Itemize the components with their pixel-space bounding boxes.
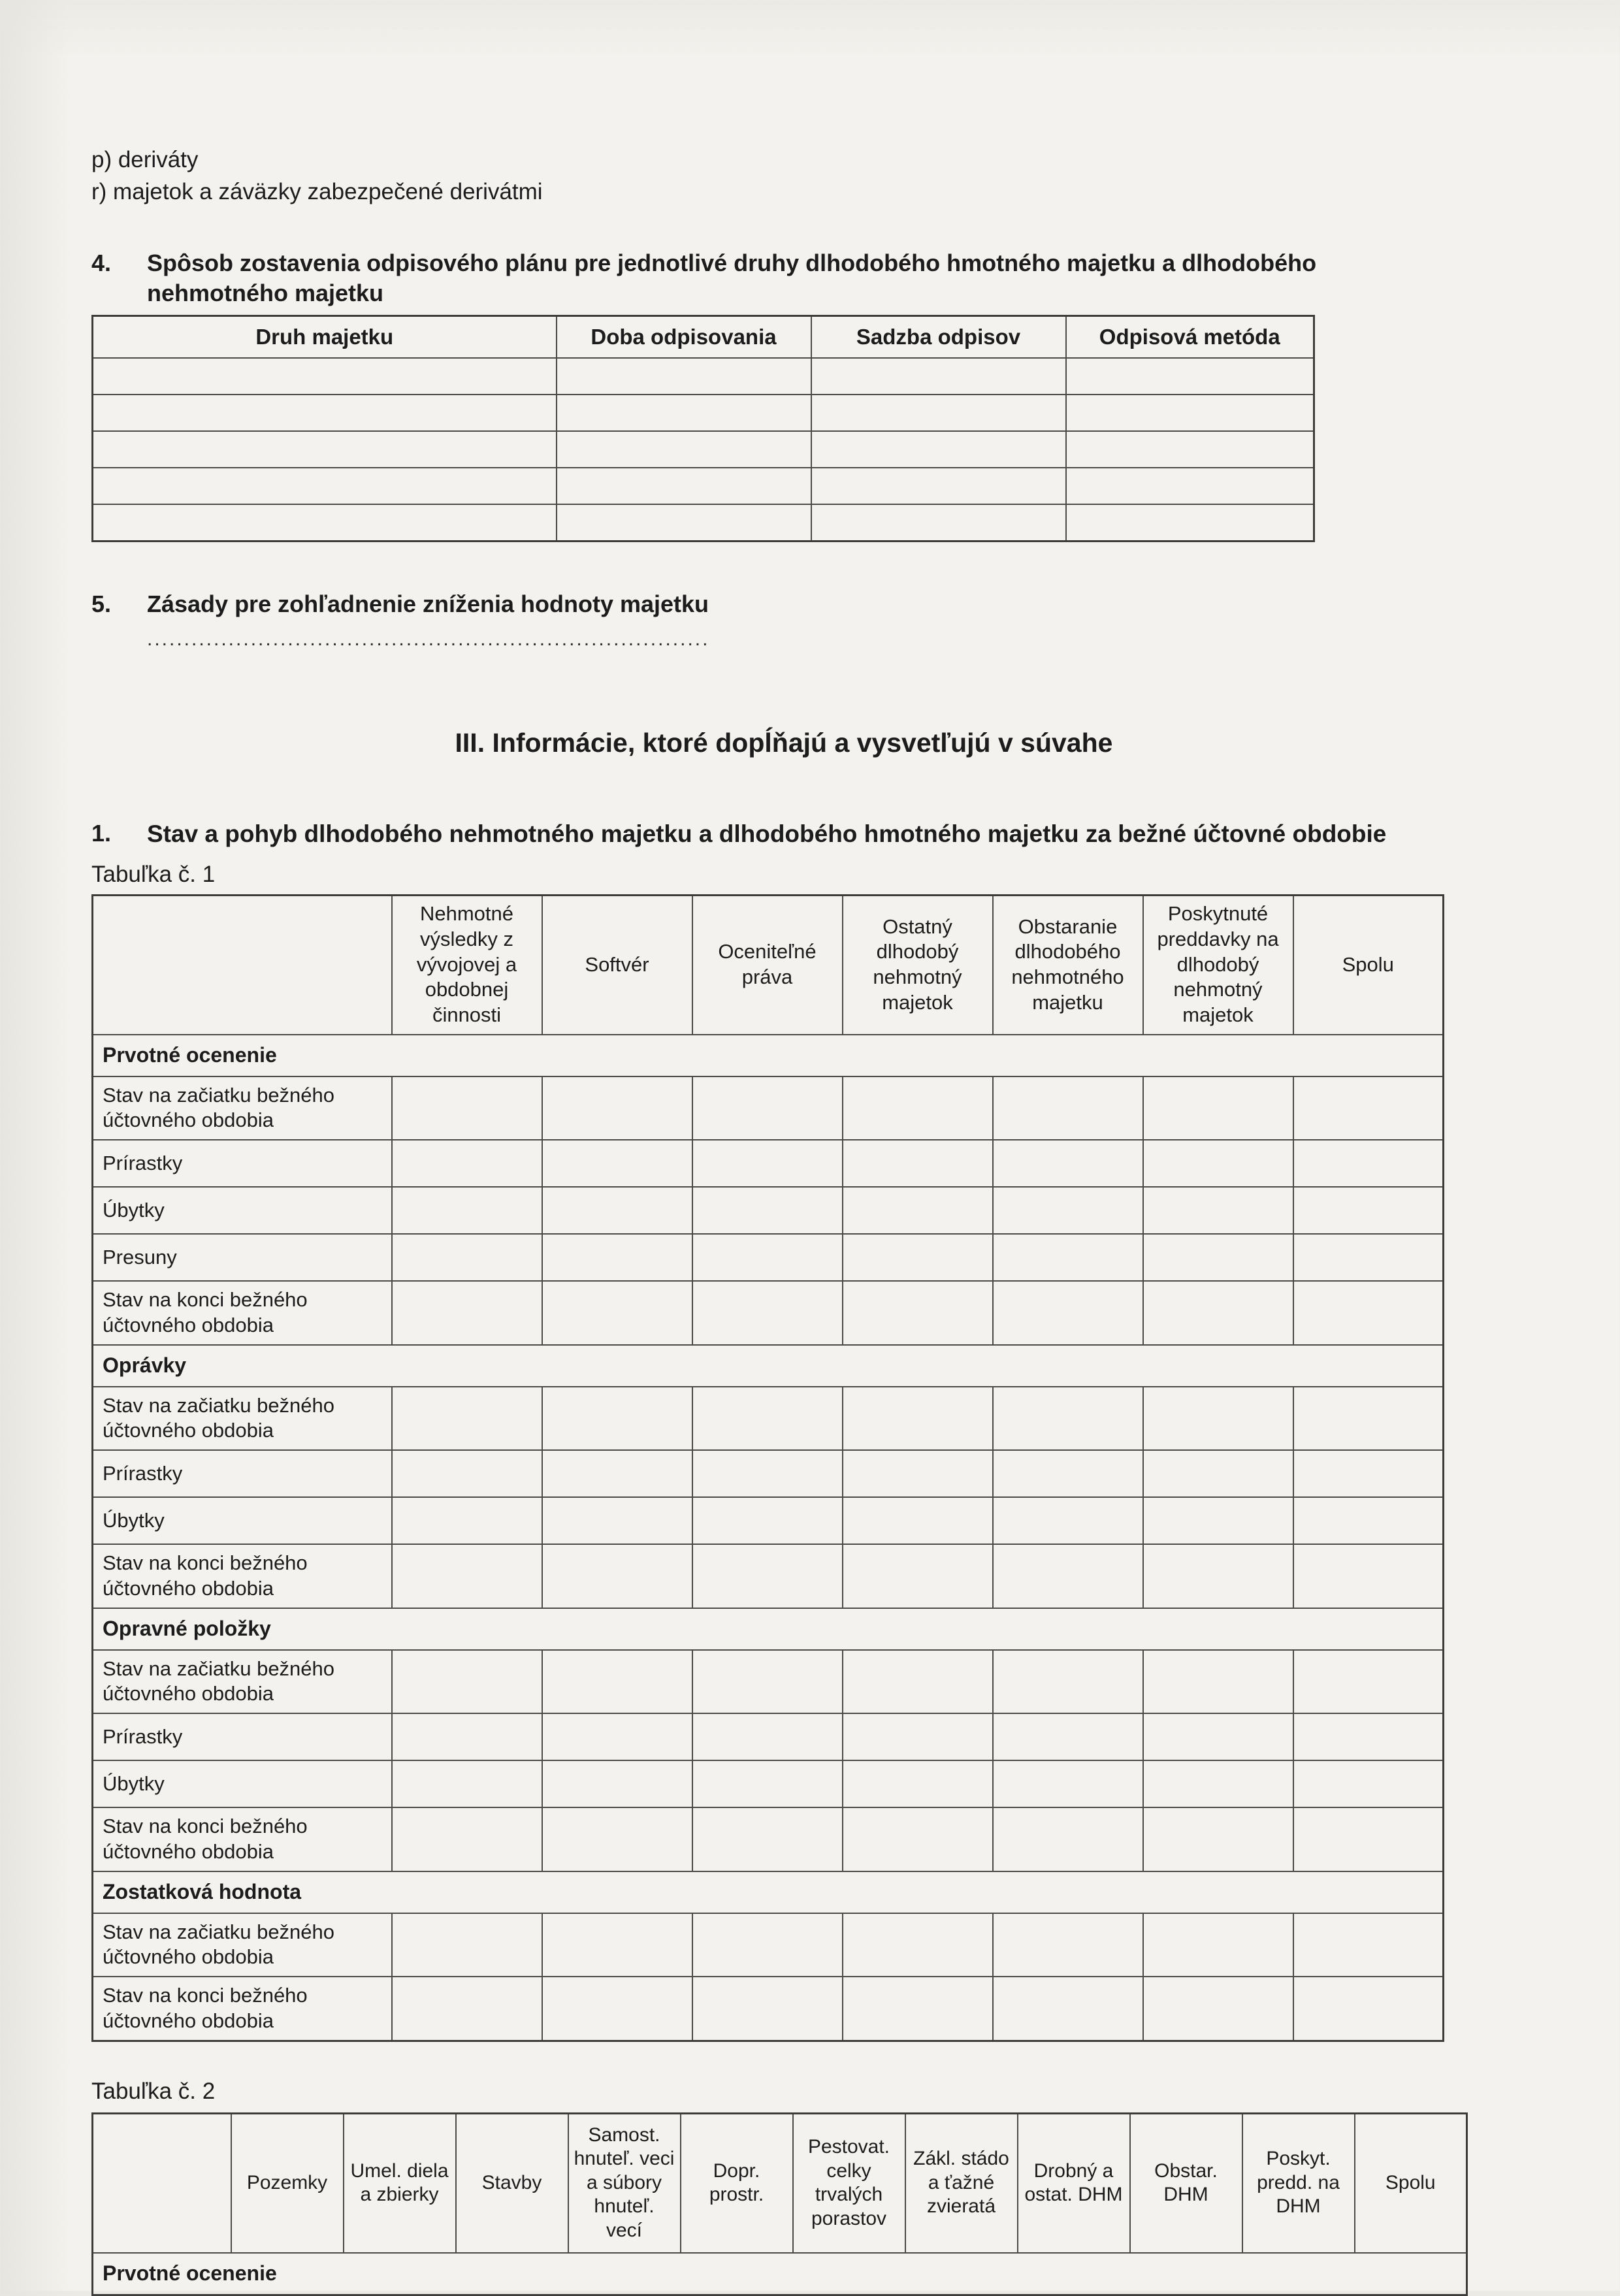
table-row — [93, 1807, 1444, 1871]
empty-cell — [1293, 1913, 1444, 1977]
empty-cell — [692, 1544, 843, 1608]
empty-cell — [392, 1650, 542, 1714]
empty-cell — [692, 1977, 843, 2041]
depreciation-plan-table — [91, 315, 1315, 542]
row-label: Presuny — [93, 1234, 392, 1281]
empty-cell — [843, 1497, 993, 1544]
column-header-samostatne-hnutelne-veci: Samost. hnuteľ. veci a súbory hnuteľ. vecí — [568, 2113, 681, 2253]
part-iii-heading: III. Informácie, ktoré dopĺňajú a vysvetľujú v súvahe — [455, 728, 1113, 758]
row-label: Stav na konci bežného účtovného obdobia — [93, 1977, 392, 2041]
empty-cell — [542, 1387, 692, 1451]
section-5-number: 5. — [91, 590, 112, 618]
empty-cell — [1293, 1760, 1444, 1807]
empty-cell — [392, 1977, 542, 2041]
empty-cell — [692, 1140, 843, 1187]
empty-cell — [843, 1234, 993, 1281]
column-header-obstaranie-dhm: Obstar. DHM — [1130, 2113, 1242, 2253]
empty-cell — [1143, 1187, 1293, 1234]
column-header-ocenitelne-prava: Oceniteľné práva — [692, 895, 843, 1035]
column-header-druh-majetku: Druh majetku — [93, 316, 557, 359]
empty-cell — [1066, 468, 1314, 504]
empty-cell — [1143, 1713, 1293, 1760]
empty-cell — [1293, 1497, 1444, 1544]
empty-cell — [1143, 1076, 1293, 1140]
empty-cell — [1066, 358, 1314, 395]
empty-cell — [542, 1913, 692, 1977]
row-label: Stav na konci bežného účtovného obdobia — [93, 1807, 392, 1871]
column-header-sadzba-odpisov: Sadzba odpisov — [811, 316, 1066, 359]
empty-cell — [392, 1807, 542, 1871]
empty-cell — [1143, 1650, 1293, 1714]
empty-cell — [692, 1281, 843, 1345]
row-label: Stav na začiatku bežného účtovného obdobia — [93, 1387, 392, 1451]
column-header-spolu: Spolu — [1355, 2113, 1467, 2253]
table-2-label: Tabuľka č. 2 — [91, 2078, 216, 2104]
intro-line-r: r) majetok a záväzky zabezpečené derivátmi — [91, 179, 543, 204]
table-row — [93, 1713, 1444, 1760]
empty-cell — [993, 1450, 1143, 1497]
table-row — [93, 1450, 1444, 1497]
empty-cell — [557, 504, 811, 542]
empty-cell — [843, 1760, 993, 1807]
table-row — [93, 1497, 1444, 1544]
table-row — [93, 1140, 1444, 1187]
empty-cell — [993, 1076, 1143, 1140]
empty-cell — [1293, 1140, 1444, 1187]
empty-cell — [542, 1281, 692, 1345]
empty-cell — [557, 395, 811, 431]
empty-cell — [993, 1497, 1143, 1544]
column-header-zakladne-stado: Zákl. stádo a ťažné zvieratá — [905, 2113, 1018, 2253]
empty-cell — [392, 1281, 542, 1345]
empty-cell — [1066, 395, 1314, 431]
column-header-umelecke-diela: Umel. diela a zbierky — [344, 2113, 456, 2253]
empty-cell — [993, 1544, 1143, 1608]
empty-cell — [692, 1713, 843, 1760]
empty-cell — [692, 1076, 843, 1140]
empty-cell — [542, 1497, 692, 1544]
empty-cell — [93, 431, 557, 468]
column-header-ostatny-dnm: Ostatný dlhodobý nehmotný majetok — [843, 895, 993, 1035]
empty-cell — [1143, 1497, 1293, 1544]
section-row — [93, 1035, 1444, 1076]
table-row — [93, 431, 1314, 468]
section-row-label: Prvotné ocenenie — [93, 2253, 1467, 2295]
empty-cell — [93, 358, 557, 395]
dotted-fill-line: ............................................................................ — [147, 628, 710, 651]
table-header-row — [93, 316, 1314, 359]
empty-cell — [557, 358, 811, 395]
table-row — [93, 358, 1314, 395]
empty-cell — [1293, 1281, 1444, 1345]
row-label: Stav na začiatku bežného účtovného obdobia — [93, 1650, 392, 1714]
form-content — [91, 144, 1476, 2296]
table-row — [93, 1281, 1444, 1345]
empty-cell — [1293, 1544, 1444, 1608]
empty-cell — [843, 1076, 993, 1140]
table-header-row — [93, 2113, 1467, 2253]
table-row — [93, 1760, 1444, 1807]
empty-cell — [993, 1187, 1143, 1234]
corner-cell — [93, 2113, 231, 2253]
empty-cell — [557, 468, 811, 504]
section-row-label: Zostatková hodnota — [93, 1871, 1444, 1913]
section-row — [93, 2253, 1467, 2295]
empty-cell — [93, 504, 557, 542]
empty-cell — [93, 468, 557, 504]
empty-cell — [843, 1913, 993, 1977]
table-row — [93, 504, 1314, 542]
column-header-poskytnute-preddavky: Poskytnuté preddavky na dlhodobý nehmotný majetok — [1143, 895, 1293, 1035]
column-header-spolu: Spolu — [1293, 895, 1444, 1035]
section-5-title: Zásady pre zohľadnenie zníženia hodnoty majetku — [147, 590, 709, 618]
row-label: Stav na konci bežného účtovného obdobia — [93, 1544, 392, 1608]
empty-cell — [542, 1807, 692, 1871]
empty-cell — [392, 1713, 542, 1760]
empty-cell — [542, 1544, 692, 1608]
table-row — [93, 1076, 1444, 1140]
empty-cell — [843, 1281, 993, 1345]
empty-cell — [843, 1807, 993, 1871]
empty-cell — [542, 1076, 692, 1140]
empty-cell — [692, 1497, 843, 1544]
empty-cell — [392, 1076, 542, 1140]
section-4-title: Spôsob zostavenia odpisového plánu pre jednotlivé druhy dlhodobého hmotného majetku a dlhodobého nehmotného majetku — [147, 250, 1317, 307]
empty-cell — [1293, 1977, 1444, 2041]
empty-cell — [1143, 1450, 1293, 1497]
column-header-poskytnute-preddavky-dhm: Poskyt. predd. na DHM — [1242, 2113, 1355, 2253]
table-row — [93, 395, 1314, 431]
empty-cell — [1066, 431, 1314, 468]
table-row — [93, 1977, 1444, 2041]
table-row — [93, 468, 1314, 504]
empty-cell — [692, 1450, 843, 1497]
empty-cell — [843, 1544, 993, 1608]
empty-cell — [843, 1387, 993, 1451]
tangible-assets-movement-table — [91, 2112, 1468, 2296]
column-header-odpisova-metoda: Odpisová metóda — [1066, 316, 1314, 359]
empty-cell — [993, 1713, 1143, 1760]
row-label: Stav na začiatku bežného účtovného obdobia — [93, 1076, 392, 1140]
empty-cell — [1143, 1760, 1293, 1807]
empty-cell — [392, 1760, 542, 1807]
empty-cell — [692, 1187, 843, 1234]
section-1-heading — [91, 818, 1476, 849]
empty-cell — [692, 1234, 843, 1281]
empty-cell — [692, 1807, 843, 1871]
empty-cell — [93, 395, 557, 431]
table-1-label: Tabuľka č. 1 — [91, 861, 216, 887]
empty-cell — [993, 1234, 1143, 1281]
row-label: Úbytky — [93, 1760, 392, 1807]
empty-cell — [542, 1140, 692, 1187]
empty-cell — [1143, 1234, 1293, 1281]
empty-cell — [392, 1913, 542, 1977]
empty-cell — [811, 395, 1066, 431]
section-5-heading — [91, 589, 1476, 619]
empty-cell — [993, 1650, 1143, 1714]
empty-cell — [993, 1913, 1143, 1977]
empty-cell — [1293, 1076, 1444, 1140]
column-header-doba-odpisovania: Doba odpisovania — [557, 316, 811, 359]
empty-cell — [692, 1650, 843, 1714]
empty-cell — [392, 1450, 542, 1497]
section-row-label: Oprávky — [93, 1345, 1444, 1387]
column-header-pozemky: Pozemky — [231, 2113, 344, 2253]
empty-cell — [843, 1187, 993, 1234]
section-4-heading — [91, 248, 1476, 308]
empty-cell — [1143, 1140, 1293, 1187]
intro-block — [91, 144, 1476, 208]
empty-cell — [542, 1713, 692, 1760]
row-label: Stav na začiatku bežného účtovného obdobia — [93, 1913, 392, 1977]
empty-cell — [692, 1913, 843, 1977]
empty-cell — [1143, 1807, 1293, 1871]
empty-cell — [392, 1234, 542, 1281]
table-row — [93, 1387, 1444, 1451]
intro-line-p: p) deriváty — [91, 147, 199, 172]
section-4-number: 4. — [91, 250, 112, 276]
column-header-nehmotne-vysledky: Nehmotné výsledky z vývojovej a obdobnej činnosti — [392, 895, 542, 1035]
row-label: Úbytky — [93, 1497, 392, 1544]
empty-cell — [811, 468, 1066, 504]
empty-cell — [1143, 1544, 1293, 1608]
empty-cell — [392, 1140, 542, 1187]
empty-cell — [811, 358, 1066, 395]
intangible-assets-movement-table — [91, 894, 1444, 2042]
section-1-number: 1. — [91, 820, 112, 847]
row-label: Prírastky — [93, 1450, 392, 1497]
empty-cell — [1293, 1807, 1444, 1871]
section-row-label: Prvotné ocenenie — [93, 1035, 1444, 1076]
table-row — [93, 1234, 1444, 1281]
empty-cell — [1143, 1977, 1293, 2041]
empty-cell — [993, 1760, 1143, 1807]
empty-cell — [993, 1140, 1143, 1187]
empty-cell — [1143, 1387, 1293, 1451]
column-header-dopravne-prostriedky: Dopr. prostr. — [681, 2113, 793, 2253]
column-header-pestovatelske-celky: Pestovat. celky trvalých porastov — [793, 2113, 905, 2253]
column-header-obstaranie-dnm: Obstaranie dlhodobého nehmotného majetku — [993, 895, 1143, 1035]
empty-cell — [811, 504, 1066, 542]
empty-cell — [692, 1387, 843, 1451]
empty-cell — [843, 1140, 993, 1187]
empty-cell — [1293, 1450, 1444, 1497]
section-row — [93, 1871, 1444, 1913]
empty-cell — [1293, 1387, 1444, 1451]
empty-cell — [692, 1760, 843, 1807]
column-header-stavby: Stavby — [456, 2113, 568, 2253]
table-row — [93, 1650, 1444, 1714]
empty-cell — [843, 1650, 993, 1714]
empty-cell — [1066, 504, 1314, 542]
empty-cell — [542, 1760, 692, 1807]
empty-cell — [557, 431, 811, 468]
empty-cell — [392, 1544, 542, 1608]
empty-cell — [1293, 1234, 1444, 1281]
empty-cell — [811, 431, 1066, 468]
empty-cell — [392, 1497, 542, 1544]
empty-cell — [542, 1450, 692, 1497]
section-1-title: Stav a pohyb dlhodobého nehmotného majetku a dlhodobého hmotného majetku za bežné účtovné obdobie — [147, 820, 1387, 848]
empty-cell — [993, 1977, 1143, 2041]
empty-cell — [843, 1977, 993, 2041]
empty-cell — [843, 1450, 993, 1497]
empty-cell — [843, 1713, 993, 1760]
table-row — [93, 1913, 1444, 1977]
empty-cell — [542, 1187, 692, 1234]
section-row — [93, 1345, 1444, 1387]
empty-cell — [1143, 1281, 1293, 1345]
row-label: Úbytky — [93, 1187, 392, 1234]
table-row — [93, 1187, 1444, 1234]
section-row — [93, 1608, 1444, 1650]
empty-cell — [993, 1281, 1143, 1345]
empty-cell — [1293, 1187, 1444, 1234]
row-label: Prírastky — [93, 1713, 392, 1760]
empty-cell — [993, 1807, 1143, 1871]
empty-cell — [542, 1977, 692, 2041]
column-header-drobny-dhm: Drobný a ostat. DHM — [1018, 2113, 1130, 2253]
column-header-softver: Softvér — [542, 895, 692, 1035]
empty-cell — [392, 1187, 542, 1234]
empty-cell — [1143, 1913, 1293, 1977]
empty-cell — [1293, 1713, 1444, 1760]
empty-cell — [542, 1234, 692, 1281]
section-row-label: Opravné položky — [93, 1608, 1444, 1650]
row-label: Prírastky — [93, 1140, 392, 1187]
empty-cell — [392, 1387, 542, 1451]
row-label: Stav na konci bežného účtovného obdobia — [93, 1281, 392, 1345]
table-row — [93, 1544, 1444, 1608]
table-header-row — [93, 895, 1444, 1035]
empty-cell — [1293, 1650, 1444, 1714]
corner-cell — [93, 895, 392, 1035]
empty-cell — [542, 1650, 692, 1714]
empty-cell — [993, 1387, 1143, 1451]
